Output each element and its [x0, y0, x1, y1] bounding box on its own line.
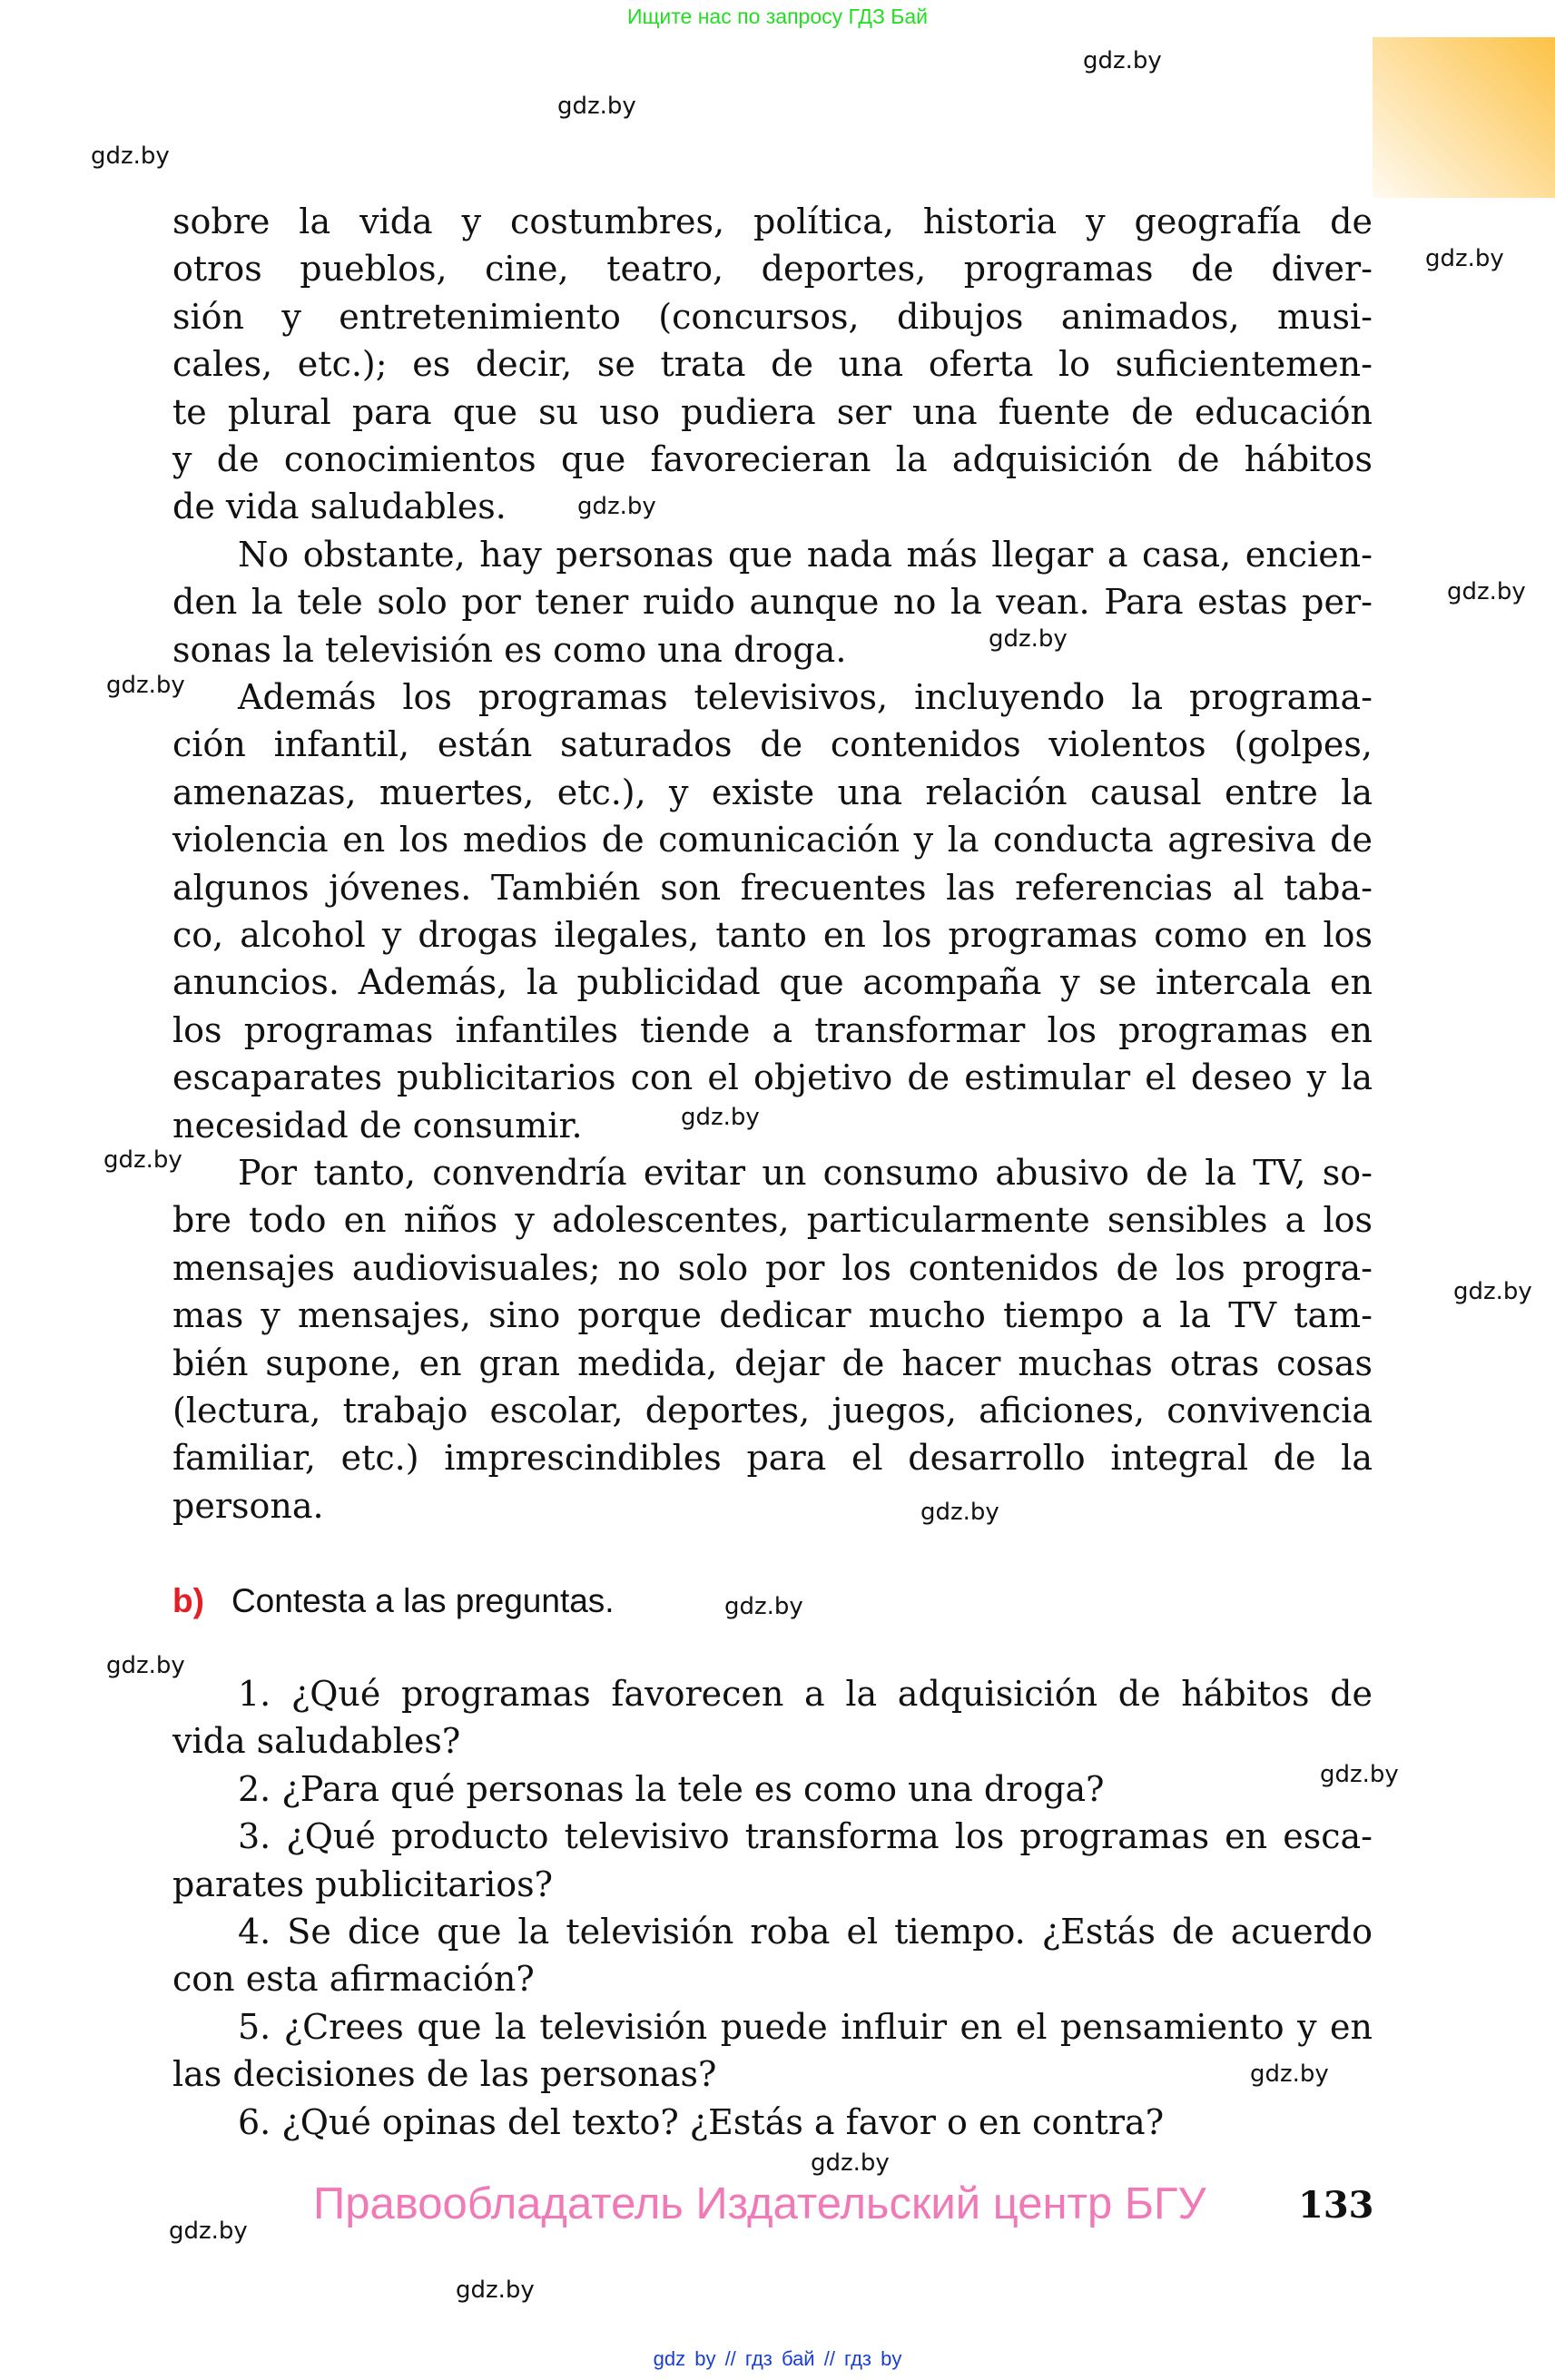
task-instruction: Contesta a las preguntas.	[231, 1582, 615, 1619]
text-line: ción infantil, están saturados de contenidos violentos (golpes,	[172, 724, 1373, 765]
search-banner: Ищите нас по запросу ГДЗ Бай	[626, 5, 929, 28]
watermark: gdz.by	[1447, 578, 1526, 605]
question-line: parates publicitarios?	[172, 1864, 554, 1904]
text-line: violencia en los medios de comunicación y la conducta agresiva de	[172, 820, 1373, 861]
task-heading	[172, 1579, 615, 1623]
watermark: gdz.by	[681, 1104, 760, 1131]
text-line: mensajes audiovisuales; no solo por los contenidos de los progra-	[172, 1247, 1373, 1288]
question-line: las decisiones de las personas?	[172, 2054, 717, 2095]
text-line: No obstante, hay personas que nada más llegar a casa, encien-	[238, 534, 1373, 575]
watermark: gdz.by	[106, 672, 185, 699]
watermark: gdz.by	[577, 493, 656, 520]
text-line: y de conocimientos que favorecieran la adquisición de hábitos	[172, 439, 1373, 479]
text-line: anuncios. Además, la publicidad que acompaña y se intercala en	[172, 962, 1373, 1003]
question-line: 5. ¿Crees que la televisión puede influir en el pensamiento y en	[238, 2006, 1373, 2047]
watermark: gdz.by	[920, 1499, 999, 1526]
question-line: 4. Se dice que la televisión roba el tiempo. ¿Estás de acuerdo	[238, 1912, 1373, 1952]
footer-links[interactable]: gdz by // гдз бай // гдз by	[653, 2347, 902, 2370]
text-line: bién supone, en gran medida, dejar de hacer muchas otras cosas	[172, 1342, 1373, 1383]
task-letter: b)	[172, 1582, 204, 1619]
text-line: sobre la vida y costumbres, política, historia y geografía de	[172, 202, 1373, 241]
corner-decoration	[1373, 37, 1555, 198]
watermark: gdz.by	[91, 143, 170, 170]
text-line: Por tanto, convendría evitar un consumo abusivo de la TV, so-	[238, 1153, 1373, 1193]
page-number: 133	[1298, 2184, 1374, 2227]
watermark: gdz.by	[1425, 245, 1504, 272]
text-line: de vida saludables.	[172, 487, 507, 527]
text-line: sión y entretenimiento (concursos, dibujos animados, musi-	[172, 296, 1373, 337]
watermark: gdz.by	[1083, 47, 1162, 74]
text-line: te plural para que su uso pudiera ser una fuente de educación	[172, 391, 1373, 432]
text-line: Además los programas televisivos, incluyendo la programa-	[238, 677, 1373, 717]
watermark: gdz.by	[106, 1652, 185, 1679]
watermark: gdz.by	[456, 2277, 535, 2304]
watermark: gdz.by	[1250, 2060, 1329, 2088]
copyright-notice: Правообладатель Издательский центр БГУ	[313, 2179, 1206, 2228]
text-line: familiar, etc.) imprescindibles para el desarrollo integral de la	[172, 1438, 1373, 1479]
watermark: gdz.by	[103, 1146, 182, 1174]
watermark: gdz.by	[811, 2149, 890, 2177]
text-line: den la tele solo por tener ruido aunque no la vean. Para estas per-	[172, 582, 1373, 623]
question-line: 6. ¿Qué opinas del texto? ¿Estás a favor o en contra?	[238, 2101, 1165, 2142]
text-line: los programas infantiles tiende a transformar los programas en	[172, 1009, 1373, 1050]
watermark: gdz.by	[557, 93, 636, 120]
text-line: cales, etc.); es decir, se trata de una oferta lo suficientemen-	[172, 344, 1373, 385]
text-line: amenazas, muertes, etc.), y existe una relación causal entre la	[172, 772, 1373, 812]
watermark: gdz.by	[169, 2218, 248, 2245]
text-line: (lectura, trabajo escolar, deportes, juegos, aficiones, convivencia	[172, 1391, 1373, 1431]
text-line: co, alcohol y drogas ilegales, tanto en los programas como en los	[172, 915, 1373, 955]
question-line: con esta afirmación?	[172, 1959, 535, 2000]
text-line: mas y mensajes, sino porque dedicar mucho tiempo a la TV tam-	[172, 1295, 1373, 1336]
question-line: 2. ¿Para qué personas la tele es como una droga?	[238, 1768, 1105, 1809]
text-line: bre todo en niños y adolescentes, particularmente sensibles a los	[172, 1200, 1373, 1241]
watermark: gdz.by	[1453, 1278, 1532, 1305]
question-line: 1. ¿Qué programas favorecen a la adquisición de hábitos de	[238, 1674, 1373, 1714]
text-line: necesidad de consumir.	[172, 1105, 583, 1146]
question-line: 3. ¿Qué producto televisivo transforma los programas en esca-	[238, 1816, 1373, 1857]
text-line: persona.	[172, 1485, 324, 1526]
watermark: gdz.by	[989, 625, 1068, 653]
question-line: vida saludables?	[172, 1721, 461, 1762]
watermark: gdz.by	[1320, 1761, 1399, 1788]
text-line: algunos jóvenes. También son frecuentes las referencias al taba-	[172, 867, 1373, 908]
watermark: gdz.by	[724, 1593, 803, 1620]
text-line: sonas la televisión es como una droga.	[172, 629, 847, 670]
text-line: otros pueblos, cine, teatro, deportes, programas de diver-	[172, 249, 1373, 290]
text-line: escaparates publicitarios con el objetivo de estimular el deseo y la	[172, 1057, 1373, 1098]
